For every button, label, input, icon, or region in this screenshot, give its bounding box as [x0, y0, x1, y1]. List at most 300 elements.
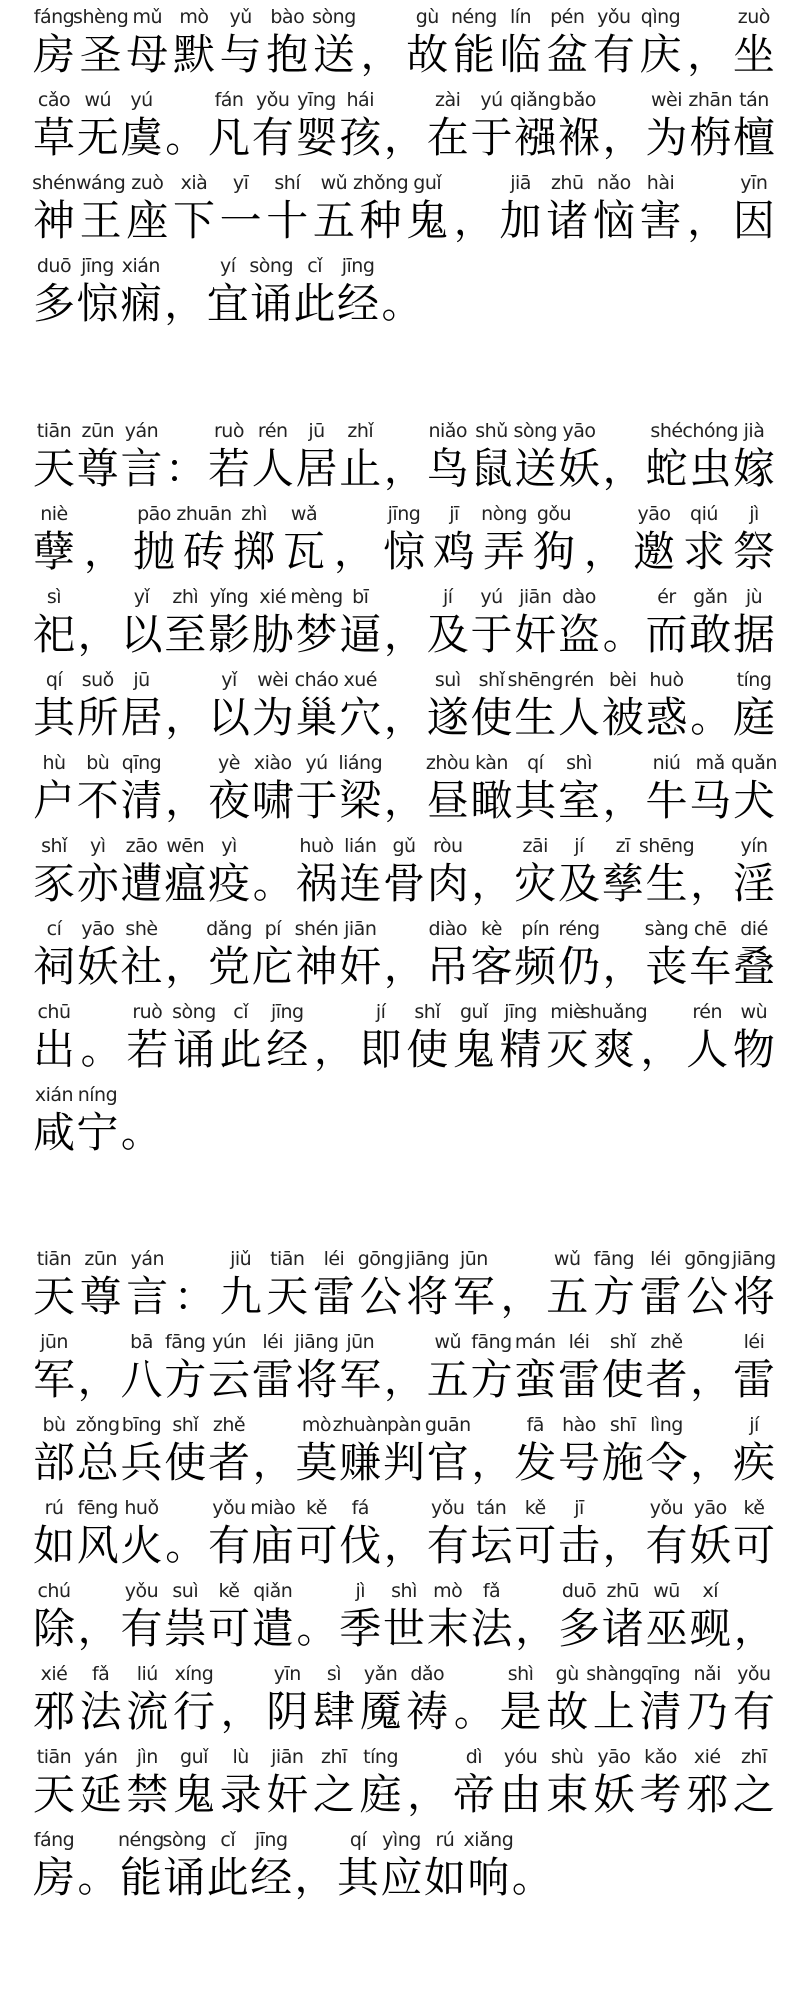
ruby-character	[547, 1661, 587, 1744]
ruby-character	[472, 1412, 512, 1495]
pinyin-annotation: hái	[346, 89, 374, 111]
pinyin-annotation: jiā	[510, 172, 531, 194]
hanzi-character: 爽	[592, 1025, 635, 1074]
hanzi-character: 庭	[732, 693, 775, 742]
text-line	[32, 750, 777, 833]
hanzi-character: 奸	[266, 1770, 309, 1819]
punctuation-mark: ，	[734, 1606, 774, 1652]
ruby-character	[515, 1495, 555, 1578]
hanzi-character: 五	[546, 1272, 589, 1321]
hanzi-character: 客	[470, 942, 513, 991]
ruby-character	[234, 501, 274, 584]
punctuation-mark: ，	[471, 1440, 512, 1486]
ruby-character	[340, 1578, 380, 1661]
hanzi-character: 不	[76, 776, 119, 825]
ruby-character	[340, 916, 380, 999]
hanzi-character: 此	[293, 279, 336, 328]
ruby-character	[122, 87, 162, 170]
ruby-character	[209, 833, 249, 916]
hanzi-character: 止	[339, 444, 382, 493]
hanzi-character: 如	[32, 1521, 75, 1570]
punctuation-mark: ，	[584, 529, 624, 575]
ruby-character	[267, 1744, 307, 1827]
ruby-character	[209, 1329, 249, 1412]
hanzi-character: 有	[426, 1521, 469, 1570]
hanzi-character: 施	[601, 1438, 644, 1487]
hanzi-character: 军	[339, 1355, 382, 1404]
ruby-character	[509, 87, 561, 170]
punctuation-mark: 。	[165, 1523, 206, 1569]
pinyin-annotation: jiāng	[294, 1331, 339, 1353]
hanzi-character: 方	[470, 1355, 513, 1404]
pinyin-annotation: mǔ	[132, 6, 163, 28]
pinyin-annotation: mò	[301, 1414, 332, 1436]
ruby-character	[734, 87, 774, 170]
hanzi-character: 雷	[732, 1355, 775, 1404]
ruby-character	[454, 1744, 494, 1827]
ruby-character	[122, 584, 162, 667]
ruby-character	[34, 750, 74, 833]
hanzi-character: 魇	[359, 1687, 402, 1736]
ruby-character	[174, 1744, 214, 1827]
ruby-character	[407, 999, 447, 1082]
ruby-character	[382, 253, 422, 336]
hanzi-character: 之	[312, 1770, 355, 1819]
hanzi-character: 其	[337, 1853, 380, 1902]
hanzi-character: 惊	[76, 279, 119, 328]
pinyin-annotation: nǎo	[596, 172, 631, 194]
hanzi-character: 求	[682, 527, 725, 576]
pinyin-annotation: yǐng	[209, 586, 249, 608]
pinyin-annotation: jiāng	[731, 1248, 776, 1270]
pinyin-annotation: yì	[89, 835, 106, 857]
hanzi-character: 人	[251, 444, 294, 493]
hanzi-character: 惊	[382, 527, 425, 576]
ruby-character	[384, 418, 424, 501]
text-line	[34, 916, 774, 999]
ruby-character	[253, 1412, 293, 1495]
ruby-character	[501, 1744, 541, 1827]
ruby-character	[501, 999, 541, 1082]
pinyin-annotation: zhǒng	[352, 172, 409, 194]
pinyin-annotation: xí	[702, 1580, 719, 1602]
ruby-character	[734, 916, 774, 999]
ruby-character	[384, 1578, 424, 1661]
hanzi-character: 五	[426, 1355, 469, 1404]
ruby-character	[515, 833, 555, 916]
ruby-character	[267, 1661, 307, 1744]
ruby-character	[352, 170, 409, 253]
ruby-character	[295, 253, 335, 336]
pinyin-annotation: dǎo	[410, 1663, 445, 1685]
hanzi-character: 应	[380, 1853, 423, 1902]
punctuation-mark: 。	[80, 1027, 121, 1073]
hanzi-character: 为	[251, 693, 294, 742]
ruby-character	[641, 999, 681, 1082]
punctuation-mark: ，	[77, 612, 118, 658]
ruby-character	[78, 916, 118, 999]
hanzi-character: 此	[219, 1025, 262, 1074]
pinyin-annotation: qí	[349, 1829, 367, 1851]
hanzi-character: 帝	[452, 1770, 495, 1819]
text-line	[34, 1744, 774, 1827]
hanzi-character: 经	[337, 279, 380, 328]
ruby-character	[559, 87, 599, 170]
pinyin-annotation: bīng	[121, 1414, 162, 1436]
ruby-character	[314, 1246, 354, 1329]
punctuation-mark: ，	[687, 32, 728, 78]
pinyin-annotation: wèi	[650, 89, 682, 111]
punctuation-mark: ，	[165, 944, 206, 990]
ruby-character	[209, 1412, 249, 1495]
ruby-character	[361, 1744, 401, 1827]
punctuation-mark: 。	[296, 1606, 337, 1652]
ruby-character	[121, 1082, 161, 1165]
hanzi-character: 发	[514, 1438, 557, 1487]
ruby-character	[731, 750, 777, 833]
ruby-character	[165, 750, 205, 833]
hanzi-character: 房	[32, 30, 75, 79]
pinyin-annotation: duō	[561, 1580, 597, 1602]
ruby-character	[134, 501, 174, 584]
hanzi-character: 上	[592, 1687, 635, 1736]
hanzi-character: 丧	[645, 942, 688, 991]
hanzi-character: 祀	[32, 610, 75, 659]
pinyin-annotation: yǔ	[229, 6, 252, 28]
pinyin-annotation: shí	[274, 172, 301, 194]
pinyin-annotation: xíng	[174, 1663, 214, 1685]
pinyin-annotation: yì	[221, 835, 237, 857]
pinyin-annotation: tíng	[363, 1746, 399, 1768]
pinyin-annotation: jīng	[504, 1001, 537, 1023]
hanzi-character: 者	[645, 1355, 688, 1404]
hanzi-character: 害	[639, 196, 682, 245]
ruby-character	[425, 1827, 465, 1910]
hanzi-character: 送	[514, 444, 557, 493]
pinyin-annotation: shǐ	[478, 669, 505, 691]
pinyin-annotation: yán	[124, 420, 159, 442]
hanzi-character: 是	[499, 1687, 542, 1736]
hanzi-character: 邪	[686, 1770, 729, 1819]
ruby-character	[209, 1495, 249, 1578]
ruby-character	[34, 1578, 74, 1661]
pinyin-annotation: fēng	[77, 1497, 118, 1519]
ruby-character	[34, 1329, 74, 1412]
ruby-character	[515, 1412, 555, 1495]
ruby-character	[731, 1246, 776, 1329]
hanzi-character: 褓	[557, 113, 600, 162]
punctuation-mark: ，	[252, 1440, 293, 1486]
ruby-character	[34, 1744, 74, 1827]
ruby-character	[221, 1661, 261, 1744]
hanzi-character: 襁	[514, 113, 557, 162]
ruby-character	[34, 87, 74, 170]
hanzi-character: 叠	[732, 942, 775, 991]
pinyin-annotation: jù	[745, 586, 763, 608]
pinyin-annotation: pàn	[386, 1414, 422, 1436]
pinyin-annotation: shì	[507, 1663, 534, 1685]
ruby-character	[332, 1412, 388, 1495]
punctuation-mark: ，	[690, 861, 731, 907]
hanzi-character: 孽	[32, 527, 75, 576]
hanzi-character: 九	[219, 1272, 262, 1321]
hanzi-character: 狗	[532, 527, 575, 576]
pinyin-annotation: lián	[344, 835, 377, 857]
pinyin-annotation: fāng	[165, 1331, 206, 1353]
pinyin-annotation: bèi	[608, 669, 637, 691]
ruby-character	[34, 170, 74, 253]
ruby-character	[267, 170, 307, 253]
pinyin-annotation: cháo	[294, 669, 339, 691]
pinyin-annotation: gù	[555, 1663, 579, 1685]
ruby-character	[547, 4, 587, 87]
punctuation-mark: ：	[173, 1274, 214, 1320]
pinyin-annotation: jí	[442, 586, 453, 608]
hanzi-character: 风	[76, 1521, 119, 1570]
ruby-character	[603, 1495, 643, 1578]
hanzi-character: 巢	[295, 693, 338, 742]
ruby-character	[734, 4, 774, 87]
pinyin-annotation: léi	[743, 1331, 765, 1353]
hanzi-character: 豕	[32, 859, 75, 908]
punctuation-mark: ：	[165, 446, 206, 492]
pinyin-annotation: rén	[692, 1001, 722, 1023]
pinyin-annotation: chú	[37, 1580, 71, 1602]
pinyin-annotation: jí	[375, 1001, 386, 1023]
ruby-character	[77, 1827, 117, 1910]
pinyin-annotation: yǐ	[133, 586, 150, 608]
ruby-character	[690, 1412, 730, 1495]
hanzi-character: 户	[32, 776, 75, 825]
pinyin-annotation: yǒu	[431, 1497, 465, 1519]
text-line	[34, 833, 774, 916]
pinyin-annotation: shǐ	[172, 1414, 199, 1436]
hanzi-character: 奸	[514, 610, 557, 659]
ruby-character	[334, 501, 374, 584]
pinyin-annotation: sì	[326, 1663, 342, 1685]
hanzi-character: 鼠	[470, 444, 513, 493]
ruby-character	[34, 999, 74, 1082]
ruby-character	[122, 1329, 162, 1412]
pinyin-annotation: qīng	[640, 1663, 681, 1685]
pinyin-annotation: jī	[449, 503, 459, 525]
paragraph-household-haunting	[32, 418, 777, 1165]
ruby-character	[221, 999, 261, 1082]
ruby-character	[515, 750, 555, 833]
ruby-character	[734, 999, 774, 1082]
ruby-character	[734, 170, 774, 253]
ruby-character	[84, 501, 124, 584]
ruby-character	[253, 1578, 293, 1661]
pinyin-annotation: yāo	[562, 420, 596, 442]
pinyin-annotation: qiǎng	[509, 89, 561, 111]
pinyin-annotation: wáng	[76, 172, 126, 194]
hanzi-character: 神	[32, 196, 75, 245]
pinyin-annotation: yǎn	[363, 1663, 398, 1685]
ruby-character	[559, 1495, 599, 1578]
hanzi-character: 逼	[339, 610, 382, 659]
text-line	[34, 1329, 774, 1412]
pinyin-annotation: zhǐ	[347, 420, 374, 442]
pinyin-annotation: hài	[646, 172, 675, 194]
hanzi-character: 因	[732, 196, 775, 245]
pinyin-annotation: jīng	[254, 1829, 288, 1851]
pinyin-annotation: fán	[214, 89, 244, 111]
punctuation-mark: ，	[384, 695, 424, 741]
pinyin-annotation: lìng	[650, 1414, 683, 1436]
pinyin-annotation: xián	[34, 1084, 74, 1106]
hanzi-character: 鸡	[432, 527, 475, 576]
hanzi-character: 觋	[689, 1604, 732, 1653]
ruby-character	[267, 999, 307, 1082]
ruby-character	[384, 750, 424, 833]
ruby-character	[734, 1329, 774, 1412]
hanzi-character: 使	[406, 1025, 449, 1074]
ruby-character	[454, 999, 494, 1082]
ruby-character	[384, 833, 424, 916]
hanzi-character: 灭	[546, 1025, 589, 1074]
ruby-character	[734, 418, 774, 501]
hanzi-character: 可	[207, 1604, 250, 1653]
hanzi-character: 庭	[359, 1770, 402, 1819]
pinyin-annotation: quǎn	[731, 752, 777, 774]
pinyin-annotation: zāi	[522, 835, 548, 857]
pinyin-annotation: zī	[615, 835, 630, 857]
punctuation-mark: ，	[384, 1357, 424, 1403]
pinyin-annotation: yè	[218, 752, 240, 774]
hanzi-character: 肆	[312, 1687, 355, 1736]
pinyin-annotation: mò	[179, 6, 209, 28]
hanzi-character: 孩	[339, 113, 382, 162]
ruby-character	[501, 4, 541, 87]
pinyin-annotation: fǎ	[482, 1580, 501, 1602]
ruby-character	[77, 253, 117, 336]
hanzi-character: 世	[382, 1604, 425, 1653]
hanzi-character: 犬	[732, 776, 775, 825]
hanzi-character: 祷	[406, 1687, 449, 1736]
hanzi-character: 淫	[732, 859, 775, 908]
hanzi-character: 痫	[119, 279, 162, 328]
ruby-character	[641, 4, 681, 87]
hanzi-character: 天	[266, 1272, 309, 1321]
pinyin-annotation: fāng	[471, 1331, 512, 1353]
hanzi-character: 巫	[645, 1604, 688, 1653]
ruby-character	[472, 584, 512, 667]
pinyin-annotation: ér	[657, 586, 676, 608]
pinyin-annotation: shǔ	[475, 420, 508, 442]
pinyin-annotation: guǐ	[180, 1746, 208, 1768]
hanzi-character: 录	[219, 1770, 262, 1819]
ruby-character	[405, 1246, 450, 1329]
punctuation-mark: ，	[165, 695, 206, 741]
hanzi-character: 遂	[426, 693, 469, 742]
hanzi-character: 鬼	[452, 1025, 495, 1074]
pinyin-annotation: jiān	[271, 1746, 304, 1768]
hanzi-character: 惑	[645, 693, 688, 742]
hanzi-character: 瘟	[164, 859, 207, 908]
ruby-character	[603, 1329, 643, 1412]
pinyin-annotation: niè	[40, 503, 68, 525]
ruby-character	[647, 1495, 687, 1578]
ruby-character	[472, 667, 512, 750]
hanzi-character: 清	[120, 776, 163, 825]
ruby-character	[580, 999, 648, 1082]
ruby-character	[647, 1578, 687, 1661]
punctuation-mark: ，	[165, 778, 206, 824]
pinyin-annotation: nǎi	[693, 1663, 721, 1685]
hanzi-character: 将	[295, 1355, 338, 1404]
ruby-character	[127, 1246, 167, 1329]
hanzi-character: 若	[126, 1025, 169, 1074]
pinyin-annotation: ròu	[432, 835, 463, 857]
hanzi-character: 奸	[339, 942, 382, 991]
pinyin-annotation: jīng	[270, 1001, 304, 1023]
hanzi-character: 妖	[557, 444, 600, 493]
punctuation-mark: ，	[77, 1606, 118, 1652]
ruby-character	[594, 170, 634, 253]
ruby-character	[221, 4, 261, 87]
pinyin-annotation: nòng	[481, 503, 527, 525]
hanzi-character: 栴	[689, 113, 732, 162]
hanzi-character: 邀	[632, 527, 675, 576]
ruby-character	[547, 170, 587, 253]
ruby-character	[165, 916, 205, 999]
hanzi-character: 居	[295, 444, 338, 493]
hanzi-character: 而	[645, 610, 688, 659]
ruby-character	[384, 916, 424, 999]
pinyin-annotation: léi	[262, 1331, 284, 1353]
ruby-character	[81, 1246, 121, 1329]
pinyin-annotation: zài	[435, 89, 461, 111]
hanzi-character: 频	[514, 942, 557, 991]
ruby-character	[690, 833, 730, 916]
ruby-character	[559, 750, 599, 833]
ruby-character	[472, 750, 512, 833]
ruby-character	[78, 667, 118, 750]
pinyin-annotation: zhū	[606, 1580, 640, 1602]
pinyin-annotation: shèng	[73, 6, 129, 28]
ruby-character	[472, 833, 512, 916]
pinyin-annotation: chū	[37, 1001, 71, 1023]
pinyin-annotation: jià	[743, 420, 765, 442]
pinyin-annotation: duō	[36, 255, 72, 277]
hanzi-character: 疫	[207, 859, 250, 908]
ruby-character	[78, 1578, 118, 1661]
pinyin-annotation: shǐ	[41, 835, 67, 857]
ruby-character	[209, 418, 249, 501]
ruby-character	[687, 4, 727, 87]
ruby-character	[687, 999, 727, 1082]
ruby-character	[454, 170, 494, 253]
hanzi-character: 坛	[470, 1521, 513, 1570]
hanzi-character: 穴	[339, 693, 382, 742]
pinyin-annotation: yún	[212, 1331, 246, 1353]
hanzi-character: 公	[686, 1272, 729, 1321]
ruby-character	[603, 418, 643, 501]
hanzi-character: 昼	[426, 776, 469, 825]
pinyin-annotation: wēn	[166, 835, 205, 857]
pinyin-annotation: wǔ	[434, 1331, 462, 1353]
hanzi-character: 一	[219, 196, 262, 245]
ruby-character	[641, 1744, 681, 1827]
ruby-character	[208, 1827, 248, 1910]
punctuation-mark: ，	[384, 115, 424, 161]
hanzi-character: 于	[295, 776, 338, 825]
hanzi-character: 雷	[312, 1272, 355, 1321]
hanzi-character: 伐	[339, 1521, 382, 1570]
ruby-character	[284, 501, 324, 584]
ruby-character	[164, 253, 204, 336]
